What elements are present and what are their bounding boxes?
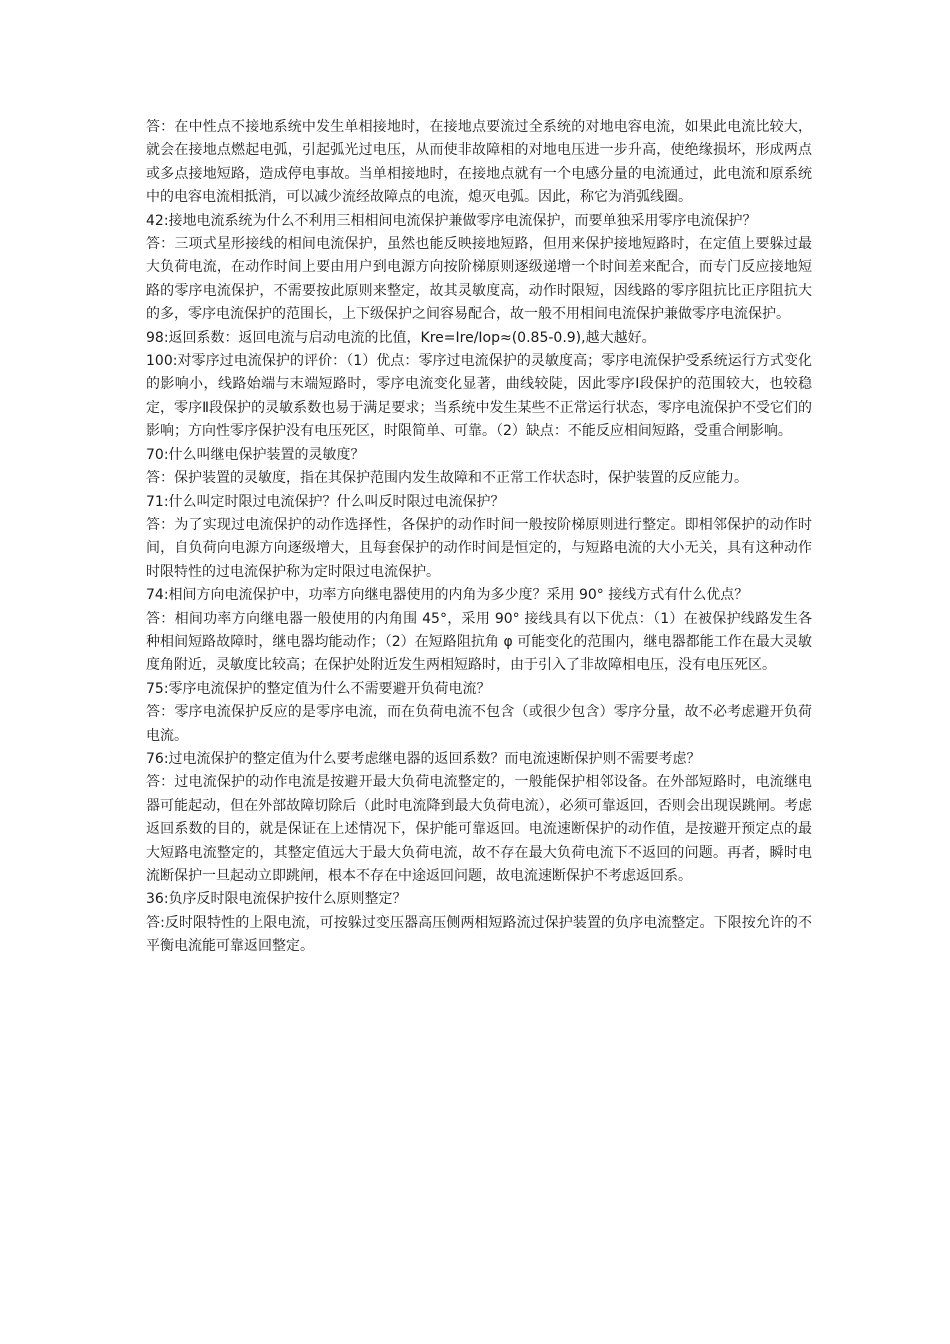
answer-75: 答：零序电流保护反应的是零序电流，而在负荷电流不包含（或很少包含）零序分量，故不必考虑避开负荷电流。 [146,704,812,744]
item-100-zero-sequence-evaluation: 100:对零序过电流保护的评价：（1）优点：零序过电流保护的灵敏度高；零序电流保护受系统运行方式变化的影响小，线路始端与末端短路时，零序电流变化显著，曲线较陡，因此零序Ⅰ段保护的范围较大，也较稳定，零序Ⅱ段保护的灵敏系数也易于满足要求；当系统中发生某些不正常运行状态，零序电流保护不受它们的影响；方向性零序保护没有电压死区，时限简单、可靠。（2）缺点：不能反应相间短路，受重合闸影响。 [146,353,812,440]
question-42: 42:接地电流系统为什么不利用三相相间电流保护兼做零序电流保护，而要单独采用零序电流保护？ [146,212,757,229]
question-74: 74:相间方向电流保护中，功率方向继电器使用的内角为多少度？采用 90° 接线方式有什么优点？ [146,587,749,604]
item-98-return-coefficient: 98:返回系数：返回电流与启动电流的比值，Kre=Ire/Iop≈(0.85-0.9),越大越好。 [146,329,656,346]
question-36: 36:负序反时限电流保护按什么原则整定？ [146,891,407,908]
answer-arc-suppression-coil: 答：在中性点不接地系统中发生单相接地时，在接地点要流过全系统的对地电容电流，如果此电流比较大，就会在接地点燃起电弧，引起弧光过电压，从而使非故障相的对地电压进一步升高，使绝缘损坏，形成两点或多点接地短路，造成停电事故。当单相接地时，在接地点就有一个电感分量的电流通过，此电流和原系统中的电容电流相抵消，可以减少流经故障点的电流，熄灭电弧。因此，称它为消弧线圈。 [146,119,812,206]
answer-42: 答：三项式星形接线的相间电流保护，虽然也能反映接地短路，但用来保护接地短路时，在定值上要躲过最大负荷电流，在动作时间上要由用户到电源方向按阶梯原则逐级递增一个时间差来配合，而专门反应接地短路的零序电流保护，不需要按此原则来整定，故其灵敏度高，动作时限短，因线路的零序阻抗比正序阻抗大的多，零序电流保护的范围长，上下级保护之间容易配合，故一般不用相间电流保护兼做零序电流保护。 [146,236,812,323]
answer-70: 答：保护装置的灵敏度，指在其保护范围内发生故障和不正常工作状态时，保护装置的反应能力。 [146,470,748,487]
question-70: 70:什么叫继电保护装置的灵敏度？ [146,446,365,463]
document-body [146,116,812,959]
answer-71: 答：为了实现过电流保护的动作选择性，各保护的动作时间一般按阶梯原则进行整定。即相邻保护的动作时间，自负荷向电源方向逐级增大，且每套保护的动作时间是恒定的，与短路电流的大小无关，具有这种动作时限特性的过电流保护称为定时限过电流保护。 [146,516,812,580]
answer-36: 答:反时限特性的上限电流，可按躲过变压器高压侧两相短路流过保护装置的负序电流整定。下限按允许的不平衡电流能可靠返回整定。 [146,914,812,955]
answer-76: 答：过电流保护的动作电流是按避开最大负荷电流整定的，一般能保护相邻设备。在外部短路时，电流继电器可能起动，但在外部故障切除后（此时电流降到最大负荷电流），必须可靠返回，否则会出现误跳闸。考虑返回系数的目的，就是保证在上述情况下，保护能可靠返回。电流速断保护的动作值，是按避开预定点的最大短路电流整定的，其整定值远大于最大负荷电流，故不存在最大负荷电流下不返回的问题。再者，瞬时电流断保护一旦起动立即跳闸，根本不存在中途返回问题，故电流速断保护不考虑返回系。 [146,774,812,884]
question-76: 76:过电流保护的整定值为什么要考虑继电器的返回系数？而电流速断保护则不需要考虑？ [146,750,701,767]
question-71: 71:什么叫定时限过电流保护？什么叫反时限过电流保护？ [146,493,505,510]
question-75: 75:零序电流保护的整定值为什么不需要避开负荷电流？ [146,680,491,697]
answer-74: 答：相间功率方向继电器一般使用的内角围 45°，采用 90° 接线具有以下优点：（1）在被保护线路发生各种相间短路故障时，继电器均能动作；（2）在短路阻抗角 φ 可能变化的范围内，继电器都能工作在最大灵敏度角附近，灵敏度比较高；在保护处附近发生两相短路时，由于引入了非故障相电压，没有电压死区。 [146,610,812,674]
